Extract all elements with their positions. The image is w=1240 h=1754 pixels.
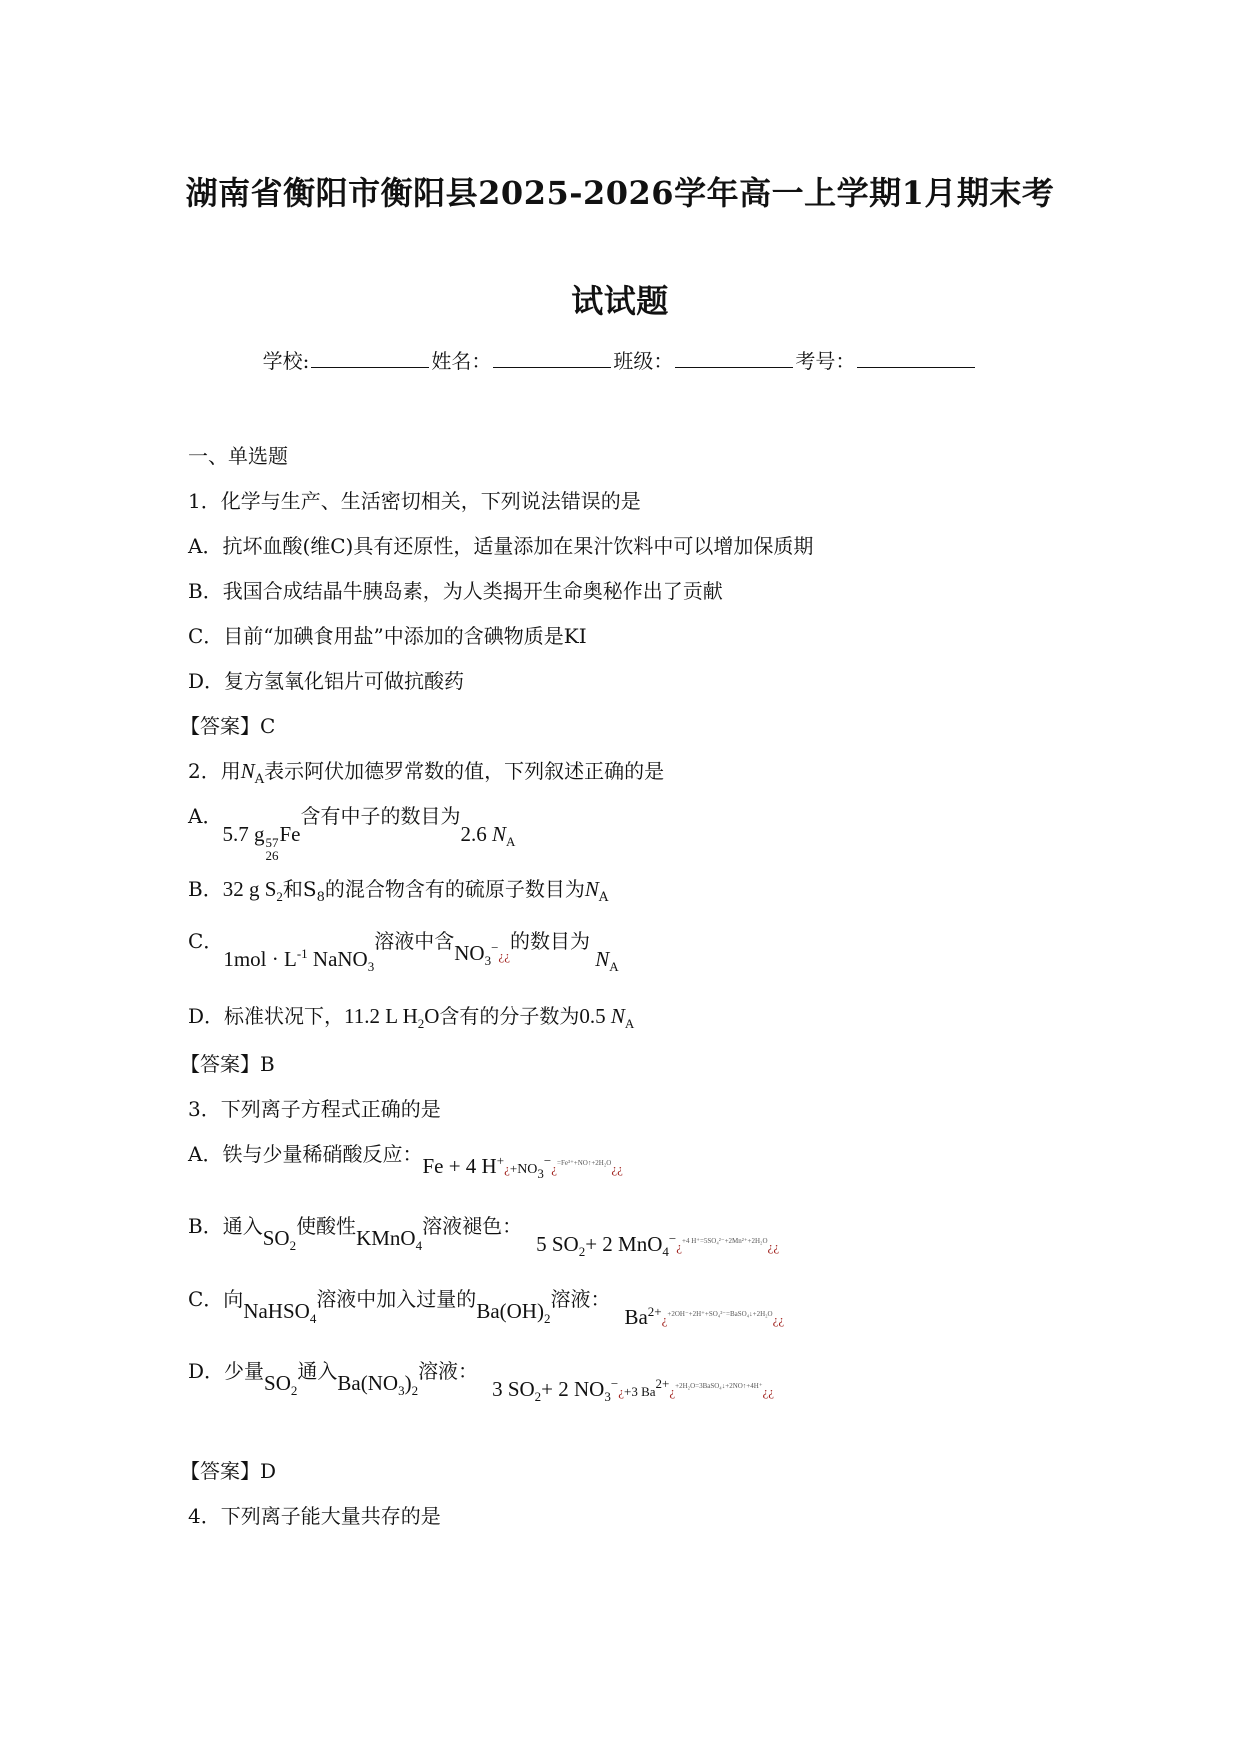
q3-option-b: B．通入$SO_2$使酸性KMnO$_4$溶液褪色：5 $SO_2+ 2$ MnO$_4$−¿$^{+4 H^+=5SO_4^{2-}+2Mn^{2+}+2H_2O}$¿¿ [188, 1214, 780, 1260]
class-label: 班级： [613, 349, 674, 373]
q2-option-a: A．5.7 g 57 26 Fe含有中子的数目为2.6 $N_A$ [188, 804, 516, 863]
q3-option-d: D．少量$SO_2$通入$Ba(NO_3)_2$溶液：3 $SO_2+ 2$ $NO_3^-¿+3$ $Ba^{2+}¿^{+2H_2O=3BaSO_4↓+2NO↑+4H^+}¿¿$ [188, 1359, 775, 1405]
school-field[interactable] [311, 349, 429, 368]
name-field[interactable] [493, 349, 611, 368]
q1-option-d: D．复方氢氧化铝片可做抗酸药 [188, 669, 465, 693]
q3-option-a: A．铁与少量稀硝酸反应：Fe + 4 $H^+¿+NO_3^-¿^{=Fe^{3+}+NO↑+2H_2O}¿¿$ [188, 1142, 623, 1182]
name-label: 姓名： [431, 349, 492, 373]
exam-title-line1: 湖南省衡阳市衡阳县2025-2026学年高一上学期1月期末考 [185, 174, 1055, 212]
q1-option-a: A．抗坏血酸(维C)具有还原性，适量添加在果汁饮料中可以增加保质期 [188, 534, 814, 558]
q1-option-c: C．目前“加碘食用盐”中添加的含碘物质是KI [188, 624, 587, 648]
q1-answer: 【答案】C [180, 714, 276, 738]
q2-stem: 2．用$N_A$表示阿伏加德罗常数的值，下列叙述正确的是 [188, 759, 665, 787]
q4-stem: 4．下列离子能大量共存的是 [188, 1504, 441, 1528]
school-label: 学校: [262, 349, 310, 373]
q2-option-c: C．$1mol \cdot L^{-1}$ NaNO$_3$溶液中含$NO_3^-¿¿$的数目为 $N_A$ [188, 929, 619, 975]
q2-option-b: B．32 g $S_2$和$S_8$的混合物含有的硫原子数目为$N_A$ [188, 877, 609, 905]
q3-stem: 3．下列离子方程式正确的是 [188, 1097, 441, 1121]
q1-option-b: B．我国合成结晶牛胰岛素，为人类揭开生命奥秘作出了贡献 [188, 579, 723, 603]
q2-option-d: D．标准状况下，11.2 L $H_2O$含有的分子数为0.5 $N_A$ [188, 1004, 635, 1032]
q3-answer: 【答案】D [180, 1459, 277, 1483]
student-info-row [0, 345, 1240, 374]
section-heading: 一、单选题 [188, 444, 288, 468]
class-field[interactable] [675, 349, 793, 368]
exam-title-line2: 试试题 [571, 282, 669, 320]
q2-answer: 【答案】B [180, 1052, 275, 1076]
q1-stem: 1．化学与生产、生活密切相关，下列说法错误的是 [188, 489, 641, 513]
exam-no-label: 考号： [795, 349, 856, 373]
q3-option-c: C．向NaHSO$_4$溶液中加入过量的$Ba(OH)_2$溶液：$Ba^{2+}¿^{+2OH^-+2H^++SO_4^{2-}=BaSO_4↓+2H_2O}¿¿$ [188, 1287, 785, 1329]
exam-no-field[interactable] [857, 349, 975, 368]
q2-a-formula: 5.7 g 57 26 Fe [222, 822, 301, 863]
